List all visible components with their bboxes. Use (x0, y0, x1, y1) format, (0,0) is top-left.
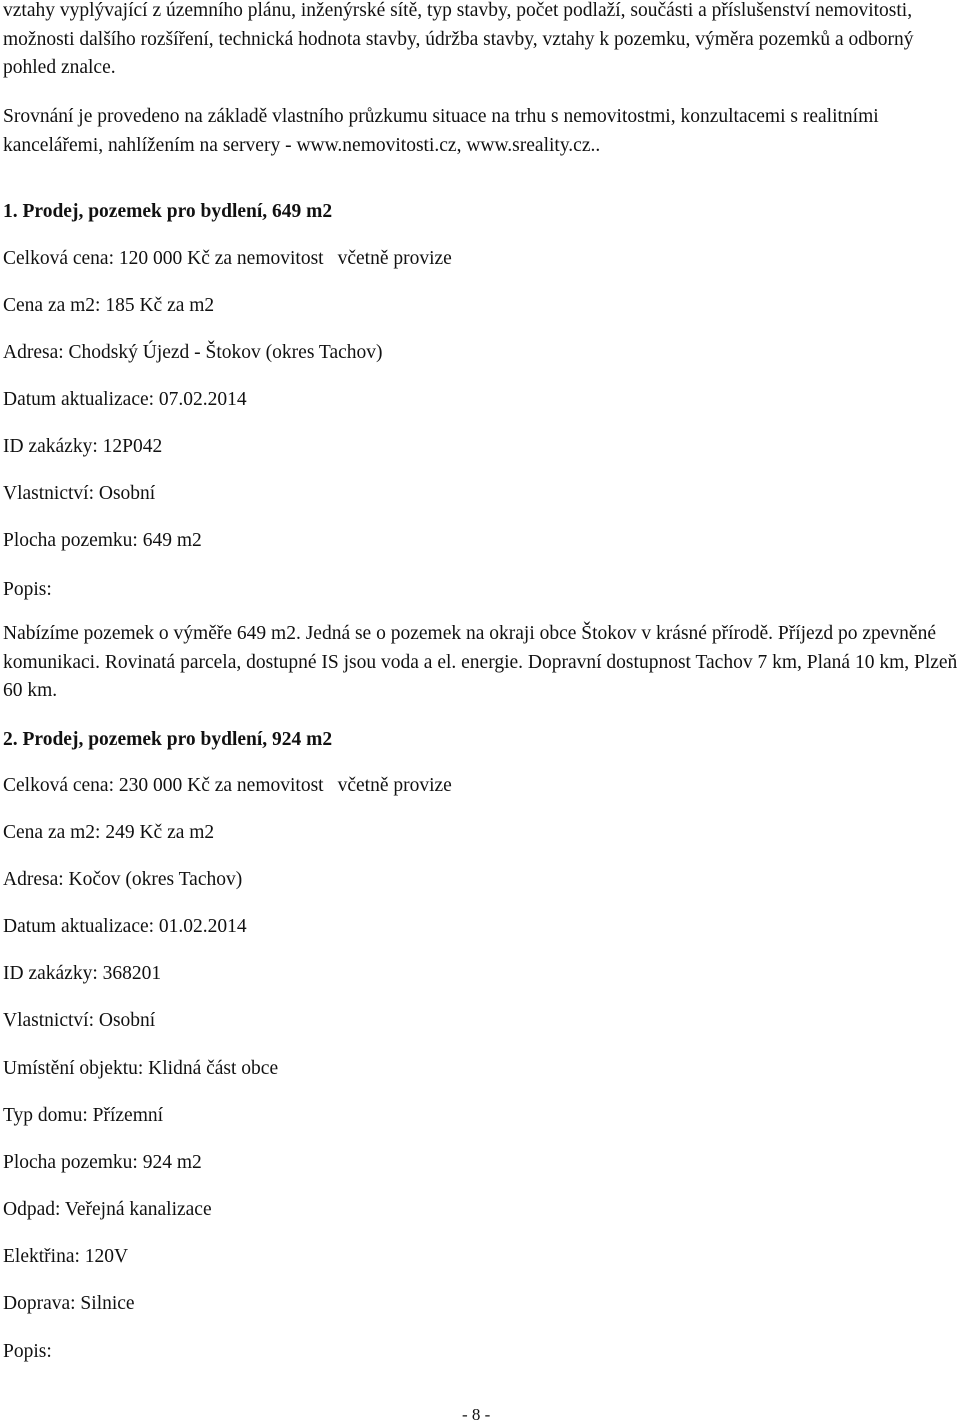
listing-2-house-type: Typ domu: Přízemní (3, 1105, 164, 1126)
listing-1-area: Plocha pozemku: 649 m2 (3, 530, 202, 551)
listing-2-address: Adresa: Kočov (okres Tachov) (3, 869, 243, 890)
page-number: - 8 - (462, 1405, 491, 1424)
listing-2-price (3, 772, 958, 801)
listing-1-description: Nabízíme pozemek o výměře 649 m2. Jedná se o pozemek na okraji obce Štokov v krásné přírodě. Příjezd po zpevněné komunikaci. Rovinatá parcela, dostupné IS jsou voda a el. energie. Dopravní dostupnost Tachov 7 km, Planá 10 km, Plzeň 60 km. (3, 623, 958, 701)
listing-1-price-note: včetně provize (337, 248, 452, 269)
listing-2-area: Plocha pozemku: 924 m2 (3, 1152, 202, 1173)
listing-1-order-id: ID zakázky: 12P042 (3, 436, 163, 457)
listing-2-price-per-m2: Cena za m2: 249 Kč za m2 (3, 822, 215, 843)
listing-2-transport: Doprava: Silnice (3, 1293, 135, 1314)
listing-2-updated: Datum aktualizace: 01.02.2014 (3, 916, 247, 937)
listing-1-address: Adresa: Chodský Újezd - Štokov (okres Tachov) (3, 342, 383, 363)
listing-2-ownership: Vlastnictví: Osobní (3, 1010, 156, 1031)
listing-2-electricity: Elektřina: 120V (3, 1246, 129, 1267)
intro-paragraph-1: vztahy vyplývající z územního plánu, inženýrské sítě, typ stavby, počet podlaží, součásti a příslušenství nemovitosti, možnosti dalšího rozšíření, technická hodnota stavby, údržba stavby, vztahy k pozemku, výměra pozemků a odborný pohled znalce. (3, 0, 914, 78)
listing-2-description-label: Popis: (3, 1341, 52, 1362)
listing-2-waste: Odpad: Veřejná kanalizace (3, 1199, 212, 1220)
listing-1-description-label: Popis: (3, 579, 52, 600)
listing-1-heading: 1. Prodej, pozemek pro bydlení, 649 m2 (3, 201, 333, 222)
listing-2-order-id: ID zakázky: 368201 (3, 963, 162, 984)
listing-2-price-value: Celková cena: 230 000 Kč za nemovitost (3, 775, 324, 796)
listing-1-ownership: Vlastnictví: Osobní (3, 483, 156, 504)
listing-1-price-value: Celková cena: 120 000 Kč za nemovitost (3, 248, 324, 269)
listing-1-updated: Datum aktualizace: 07.02.2014 (3, 389, 247, 410)
listing-1-price (3, 245, 958, 274)
listing-2-location: Umístění objektu: Klidná část obce (3, 1058, 279, 1079)
listing-2-heading: 2. Prodej, pozemek pro bydlení, 924 m2 (3, 729, 333, 750)
intro-paragraph-2: Srovnání je provedeno na základě vlastního průzkumu situace na trhu s nemovitostmi, konzultacemi s realitními kancelářemi, nahlížením na servery - www.nemovitosti.cz, www.sreality.cz.. (3, 106, 879, 156)
listing-1-price-per-m2: Cena za m2: 185 Kč za m2 (3, 295, 215, 316)
listing-2-price-note: včetně provize (337, 775, 452, 796)
